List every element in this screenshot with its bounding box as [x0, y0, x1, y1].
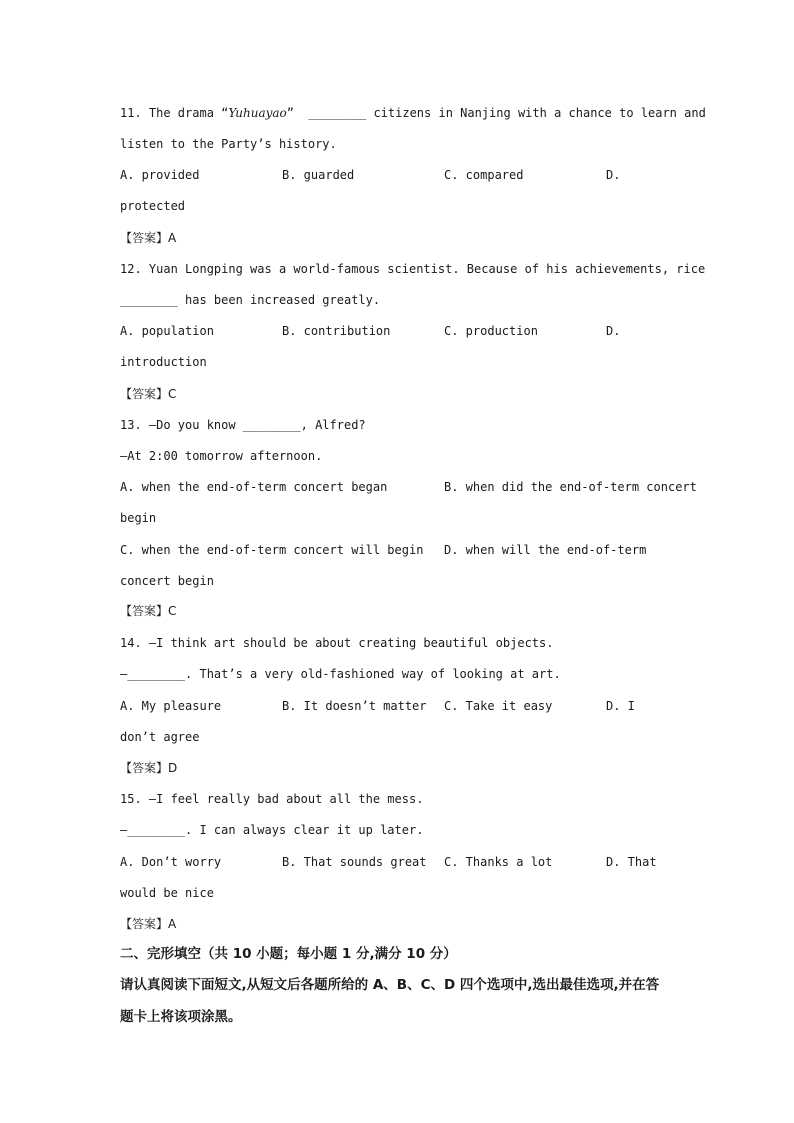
question-12-line-1: 12. Yuan Longping was a world-famous scientist. Because of his achievements, rice: [120, 262, 706, 276]
q11-option-b: B. guarded: [282, 168, 355, 182]
q12-option-a: A. population: [120, 324, 214, 338]
q15-option-b: B. That sounds great: [282, 855, 427, 869]
q14-option-c: C. Take it easy: [444, 699, 553, 713]
q14-option-d-wrap: don’t agree: [120, 730, 200, 744]
q12-answer: 【答案】C: [120, 387, 177, 401]
q13-option-b-wrap: begin: [120, 511, 157, 525]
question-14-line-1: 14. —I think art should be about creating beautiful objects.: [120, 636, 554, 650]
q12-option-c: C. production: [444, 324, 538, 338]
q11-suffix: ” ________ citizens in Nanjing with a chance to learn and: [286, 106, 706, 120]
q15-option-d-wrap: would be nice: [120, 886, 214, 900]
q15-option-d: D. That: [606, 855, 657, 869]
question-13-line-1: 13. —Do you know ________, Alfred?: [120, 418, 366, 432]
q13-answer: 【答案】C: [120, 604, 177, 618]
question-15-line-2: —________. I can always clear it up later.: [120, 823, 424, 837]
q13-option-b: B. when did the end-of-term concert: [444, 480, 697, 494]
q14-option-b: B. It doesn’t matter: [282, 699, 427, 713]
q14-option-d: D. I: [606, 699, 635, 713]
drama-title: Yuhuayao: [228, 106, 287, 120]
q15-answer: 【答案】A: [120, 917, 177, 931]
q15-option-a: A. Don’t worry: [120, 855, 222, 869]
q14-option-a: A. My pleasure: [120, 699, 222, 713]
q13-option-a: A. when the end-of-term concert began: [120, 480, 388, 494]
q14-answer: 【答案】D: [120, 761, 178, 775]
question-11-line-1: [120, 105, 706, 121]
question-14-line-2: —________. That’s a very old-fashioned way of looking at art.: [120, 667, 561, 681]
q11-answer: 【答案】A: [120, 231, 177, 245]
q11-prefix: 11. The drama “: [120, 106, 229, 120]
q12-option-b: B. contribution: [282, 324, 391, 338]
section-instruction-line-1: 请认真阅读下面短文,从短文后各题所给的 A、B、C、D 四个选项中,选出最佳选项,并在答: [120, 977, 660, 993]
q13-option-c: C. when the end-of-term concert will begin: [120, 543, 424, 557]
section-instruction-line-2: 题卡上将该项涂黑。: [120, 1009, 242, 1025]
q13-option-d-wrap: concert begin: [120, 574, 214, 588]
q11-option-d: D.: [606, 168, 621, 182]
q13-option-d: D. when will the end-of-term: [444, 543, 647, 557]
q15-option-c: C. Thanks a lot: [444, 855, 553, 869]
question-12-line-2: ________ has been increased greatly.: [120, 293, 381, 307]
question-11-line-2: listen to the Party’s history.: [120, 137, 337, 151]
q11-option-d-wrap: protected: [120, 199, 186, 213]
q12-option-d: D.: [606, 324, 621, 338]
q11-option-c: C. compared: [444, 168, 524, 182]
section-heading: 二、完形填空（共 10 小题；每小题 1 分,满分 10 分）: [120, 946, 457, 962]
question-15-line-1: 15. —I feel really bad about all the mess.: [120, 792, 424, 806]
question-13-line-2: —At 2:00 tomorrow afternoon.: [120, 449, 323, 463]
q11-option-a: A. provided: [120, 168, 200, 182]
q12-option-d-wrap: introduction: [120, 355, 207, 369]
